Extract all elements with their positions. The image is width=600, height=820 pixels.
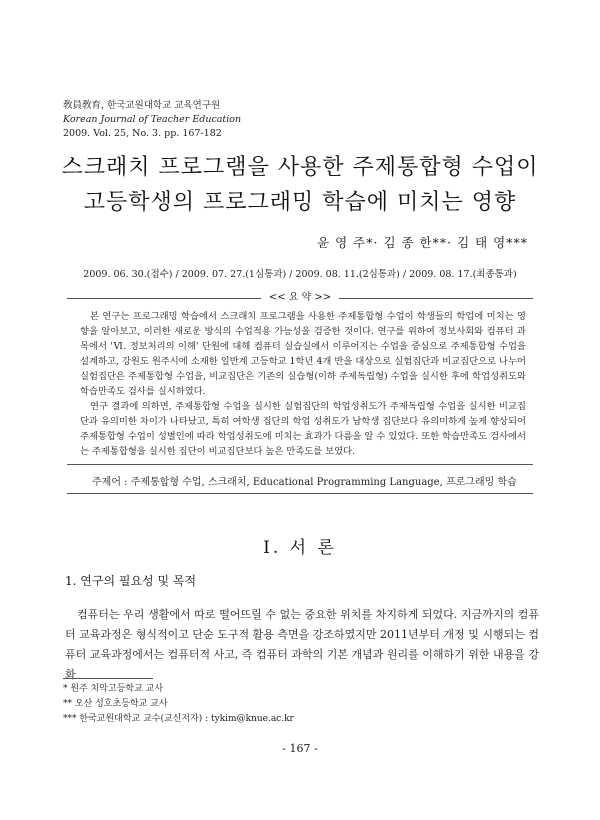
journal-name-english: Korean Journal of Teacher Education — [63, 114, 242, 125]
abstract-body — [80, 309, 526, 459]
footnotes — [63, 682, 294, 727]
abstract-paragraph-1: 본 연구는 프로그래밍 학습에서 스크래치 프로그램을 사용한 주제통합형 수업이 학생들의 학업에 미치는 영향을 알아보고, 이러한 새로운 방식의 수업적용 가능성을 검증한 것이다. 연구를 위하여 정보사회와 컴퓨터 과목에서 'Ⅵ. 정보처리의 이해' 단원에 대해 컴퓨터 실습실에서 이루어지는 수업을 중심으로 주제통합형 수업을 설계하고, 강원도 원주시에 소재한 일반계 고등학교 1학년 4개 반을 대상으로 실험집단과 비교집단으로 나누어 실험집단은 주제통합형 수업을, 비교집단은 기존의 실습형(이하 주제독립형) 수업을 실시한 후에 학업성취도와 학습만족도 검사를 실시하였다. — [80, 311, 526, 397]
page-number: - 167 - — [282, 742, 318, 755]
paper-title-line-2: 고등학생의 프로그래밍 학습에 미치는 영향 — [83, 190, 517, 215]
footnote-1: * 원주 치악고등학교 교사 — [63, 684, 164, 694]
abstract-heading-rule-right — [339, 298, 533, 299]
keywords: 주제어 : 주제통합형 수업, 스크래치, Educational Programming Language, 프로그래밍 학습 — [92, 477, 517, 488]
journal-name-korean: 敎員敎育, 한국교원대학교 교육연구원 — [63, 100, 221, 111]
abstract-bottom-rule — [67, 464, 533, 465]
footnote-3: *** 한국교원대학교 교수(교신저자) : tykim@knue.ac.kr — [63, 714, 294, 724]
journal-header — [63, 99, 241, 141]
body-text — [65, 605, 539, 685]
subsection-title: 1. 연구의 필요성 및 목적 — [65, 574, 197, 588]
keywords-bottom-rule — [67, 493, 533, 494]
journal-volume: 2009. Vol. 25, No. 3. pp. 167-182 — [63, 128, 222, 139]
footnote-rule — [63, 678, 153, 679]
abstract-paragraph-2: 연구 결과에 의하면, 주제통합형 수업을 실시한 실험집단의 학업성취도가 주제독립형 수업을 실시한 비교집단과 유의미한 차이가 나타났고, 특히 여학생 집단의 학업 성취도가 남학생 집단보다 유의미하게 높게 향상되어 주제통합형 수업이 성별인에 따라 학업성취도에 미치는 효과가 다름을 알 수 있었다. 또한 학습만족도 검사에서는 주제통합형을 실시한 집단이 비교집단보다 높은 만족도를 보였다. — [80, 401, 526, 457]
footnote-2: ** 오산 성호초등학교 교사 — [63, 699, 168, 709]
section-title: Ⅰ. 서 론 — [263, 538, 337, 558]
paper-title-line-1: 스크래치 프로그램을 사용한 주제통합형 수업이 — [61, 155, 539, 180]
abstract-heading-label: << 요 약 >> — [268, 292, 332, 303]
author-list: 윤 영 주*· 김 종 한**· 김 태 영*** — [317, 235, 528, 250]
abstract-heading — [67, 291, 533, 305]
review-dates: 2009. 06. 30.(접수) / 2009. 07. 27.(1심통과) / 2009. 08. 11.(2심통과) / 2009. 08. 17.(최종통과) — [83, 269, 517, 280]
body-paragraph: 컴퓨터는 우리 생활에서 따로 떨어뜨릴 수 없는 중요한 위치를 차지하게 되었다. 지금까지의 컴퓨터 교육과정은 형식적이고 단순 도구적 활용 측면을 강조하였지만 2011년부터 개정 및 시행되는 컴퓨터 교육과정에서는 컴퓨터적 사고, 즉 컴퓨터 과학의 기본 개념과 원리를 이해하기 위한 내용을 강화 — [65, 608, 539, 681]
